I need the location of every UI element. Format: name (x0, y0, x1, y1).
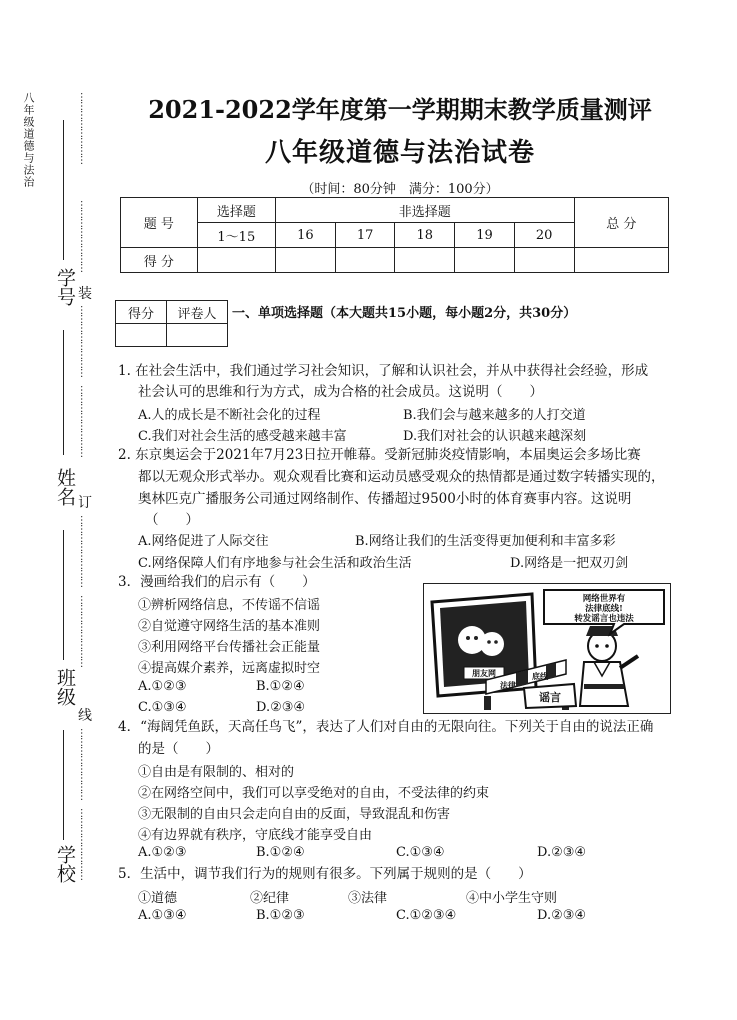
grader-table (115, 300, 228, 347)
q3-option-a: A.①②③ (138, 679, 187, 694)
score-table-col: 17 (335, 223, 395, 248)
score-cell (197, 248, 276, 273)
q4-option-d: D.②③④ (537, 845, 587, 860)
q2-option-d: D.网络是一把双刃剑 (510, 556, 629, 571)
q2-option-b: B.网络让我们的生活变得更加便利和丰富多彩 (355, 534, 616, 549)
score-table-col: 20 (514, 223, 574, 248)
score-table-range: 1～15 (197, 223, 276, 248)
binding-mark-xian: 线 (78, 708, 92, 724)
q1-option-d: D.我们对社会的认识越来越深刻 (403, 429, 587, 444)
q2-line3: 奥林匹克广播服务公司通过网络制作、传播超过9500小时的体育赛事内容。这说明 (138, 491, 632, 507)
score-table-col: 18 (395, 223, 455, 248)
exam-subtitle: 八年级道德与法治试卷 (264, 138, 535, 168)
cartoon-tape-1: 法律 (500, 680, 516, 690)
cartoon-image (423, 583, 671, 714)
field-line-xuexiao (63, 730, 64, 840)
q4-statement-4: ④有边界就有秩序，守底线才能享受自由 (138, 828, 373, 843)
q5-option-a: A.①③④ (138, 908, 187, 923)
q4-statement-1: ①自由是有限制的、相对的 (138, 765, 295, 780)
exam-time-info: （时间：80分钟 满分：100分） (301, 182, 499, 197)
binding-dots-top: …………………… (78, 92, 89, 164)
q3-statement-3: ③利用网络平台传播社会正能量 (138, 640, 321, 655)
binding-dots: …………………… (78, 595, 89, 667)
score-table (120, 197, 669, 273)
binding-dots: …………………… (78, 200, 89, 272)
q4-statement-2: ②在网络空间中，我们可以享受绝对的自由，不受法律的约束 (138, 786, 490, 801)
field-line-xingming (63, 330, 64, 455)
score-table-total-header: 总 分 (574, 198, 668, 248)
score-cell (395, 248, 455, 273)
grader-cell (167, 324, 228, 347)
q4-option-c: C.①③④ (396, 845, 445, 860)
q3-option-b: B.①②④ (256, 679, 305, 694)
police-figure-icon (580, 626, 638, 706)
binding-dots: …………………… (78, 515, 89, 587)
exam-title: 2021-2022学年度第一学期期末教学质量测评 (148, 95, 652, 124)
q5-stem: 5．生活中，调节我们行为的规则有很多。下列属于规则的是（ ） (118, 866, 532, 882)
cartoon-drawing (424, 584, 670, 713)
q1-option-c: C.我们对社会生活的感受越来越丰富 (138, 429, 347, 444)
binding-dots: …………………… (78, 305, 89, 377)
q5-statement-1: ①道德 (138, 891, 178, 906)
q2-line1: 2. 东京奥运会于2021年7月23日拉开帷幕。受新冠肺炎疫情影响，本届奥运会多场比赛 (118, 447, 641, 463)
q3-option-d: D.②③④ (256, 700, 306, 715)
q5-option-b: B.①②③ (256, 908, 305, 923)
q5-statement-2: ②纪律 (250, 891, 290, 906)
score-cell (455, 248, 515, 273)
q3-stem: 3．漫画给我们的启示有（ ） (118, 574, 316, 590)
grader-defen: 得分 (116, 301, 167, 324)
cartoon-bubble-1: 网络世界有 (582, 594, 626, 604)
q4-line2: 的是（ ） (138, 741, 219, 757)
q5-option-c: C.①②③④ (396, 908, 457, 923)
q5-statement-4: ④中小学生守则 (466, 891, 558, 906)
cartoon-screen-tag: 朋友网 (472, 668, 496, 678)
field-line-banji (63, 530, 64, 660)
q3-statement-1: ①辨析网络信息，不传谣不信谣 (138, 598, 321, 613)
q5-option-d: D.②③④ (537, 908, 587, 923)
field-label-banji: 班级 (54, 668, 76, 706)
q1-line2: 社会认可的思维和行为方式，成为合格的社会成员。这说明（ ） (138, 384, 543, 400)
grader-cell (116, 324, 167, 347)
cartoon-rumor: 谣言 (539, 691, 561, 704)
binding-mark-ding: 订 (78, 495, 92, 511)
score-table-col: 16 (276, 223, 336, 248)
score-cell (514, 248, 574, 273)
binding-dots: …………………… (78, 385, 89, 457)
q5-statement-3: ③法律 (348, 891, 388, 906)
q2-option-c: C.网络保障人们有序地参与社会生活和政治生活 (138, 556, 412, 571)
q1-line1: 1. 在社会生活中，我们通过学习社会知识，了解和认识社会，并从中获得社会经验，形成 (118, 363, 649, 379)
score-table-choice-header: 选择题 (197, 198, 276, 223)
score-cell (574, 248, 668, 273)
score-table-defen: 得 分 (121, 248, 198, 273)
score-cell (335, 248, 395, 273)
q4-statement-3: ③无限制的自由只会走向自由的反面，导致混乱和伤害 (138, 807, 451, 822)
section-heading: 一、单项选择题（本大题共15小题，每小题2分，共30分） (232, 306, 577, 321)
q3-option-c: C.①③④ (138, 700, 187, 715)
q4-option-a: A.①②③ (138, 845, 187, 860)
field-label-xuehao: 学号 (54, 268, 76, 306)
cartoon-tape-2: 底线 (532, 671, 548, 681)
field-label-xuexiao: 学校 (54, 845, 76, 883)
score-cell (276, 248, 336, 273)
q1-option-b: B.我们会与越来越多的人打交道 (403, 408, 586, 423)
side-subject-tag: 八年级道德与法治 (22, 92, 35, 188)
q2-option-a: A.网络促进了人际交往 (138, 534, 269, 549)
score-table-tihao: 题 号 (121, 198, 198, 248)
grader-pingjuanren: 评卷人 (167, 301, 228, 324)
field-line-xuehao (63, 120, 64, 260)
score-table-nonchoice-header: 非选择题 (276, 198, 574, 223)
score-table-col: 19 (455, 223, 515, 248)
q3-statement-2: ②自觉遵守网络生活的基本准则 (138, 619, 321, 634)
rumor-icon (524, 684, 576, 708)
field-label-xingming: 姓名 (54, 468, 76, 506)
cartoon-bubble-3: 转发谣言也违法 (574, 614, 634, 624)
q1-option-a: A.人的成长是不断社会化的过程 (138, 408, 321, 423)
binding-dots: …………………… (78, 728, 89, 800)
q4-line1: 4．“海阔凭鱼跃，天高任鸟飞”，表达了人们对自由的无限向往。下列关于自由的说法正确 (118, 719, 654, 735)
binding-mark-zhuang: 装 (78, 286, 92, 302)
q2-line4: （ ） (145, 512, 199, 528)
q4-option-b: B.①②④ (256, 845, 305, 860)
cartoon-bubble-2: 法律底线! (585, 604, 623, 614)
q3-statement-4: ④提高媒介素养，远离虚拟时空 (138, 661, 321, 676)
q2-line2: 都以无观众形式举办。观众观看比赛和运动员感受观众的热情都是通过数字转播实现的， (138, 469, 665, 485)
binding-dots: …………………… (78, 808, 89, 880)
